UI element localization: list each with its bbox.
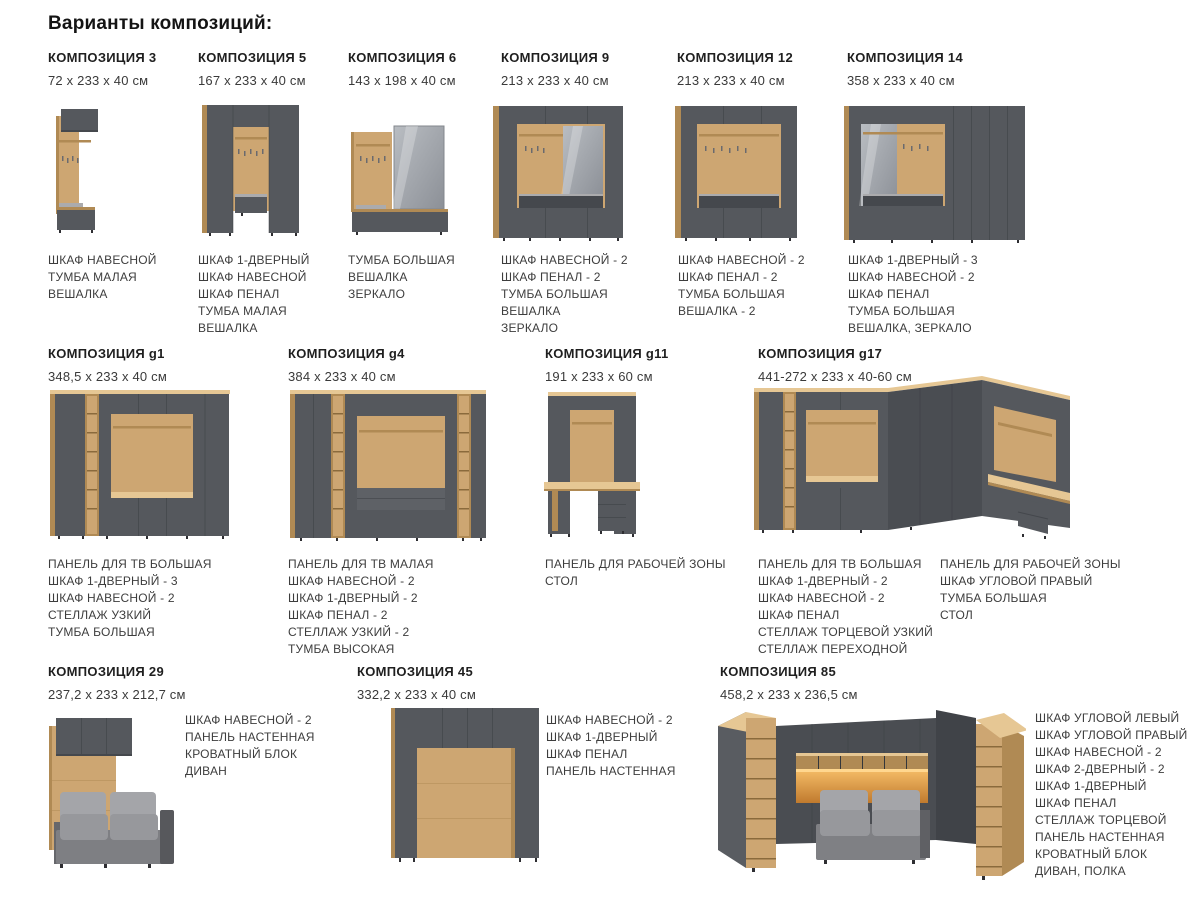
list-item: ТУМБА БОЛЬШАЯ — [848, 304, 955, 318]
list-item: СТЕЛЛАЖ ТОРЦЕВОЙ УЗКИЙ — [758, 625, 933, 639]
composition-name: КОМПОЗИЦИЯ g1 — [48, 346, 165, 361]
list-item: ШКАФ ПЕНАЛ — [848, 287, 930, 301]
composition-name: КОМПОЗИЦИЯ g4 — [288, 346, 405, 361]
list-item: ВЕШАЛКА — [348, 270, 408, 284]
list-item: СТЕЛЛАЖ УЗКИЙ — [48, 608, 152, 622]
composition-dimensions: 348,5 x 233 x 40 см — [48, 369, 167, 384]
composition-name: КОМПОЗИЦИЯ 3 — [48, 50, 157, 65]
list-item: ЗЕРКАЛО — [501, 321, 559, 335]
composition-g4-items — [288, 556, 434, 658]
composition-14-items — [848, 252, 978, 337]
composition-dimensions: 213 x 233 x 40 см — [677, 73, 785, 88]
list-item: ВЕШАЛКА - 2 — [678, 304, 756, 318]
list-item: ШКАФ ПЕНАЛ — [1035, 796, 1117, 810]
composition-6-header — [348, 50, 456, 88]
list-item: ПАНЕЛЬ НАСТЕННАЯ — [546, 764, 676, 778]
list-item: ШКАФ 1-ДВЕРНЫЙ — [198, 253, 310, 267]
composition-g17-items-a — [758, 556, 933, 658]
composition-dimensions: 384 x 233 x 40 см — [288, 369, 396, 384]
composition-g4-image — [286, 384, 490, 544]
list-item: КРОВАТНЫЙ БЛОК — [1035, 847, 1148, 861]
list-item: ТУМБА БОЛЬШАЯ — [48, 625, 155, 639]
composition-3-header — [48, 50, 156, 88]
list-item: ШКАФ ПЕНАЛ - 2 — [678, 270, 778, 284]
list-item: ШКАФ НАВЕСНОЙ - 2 — [501, 253, 628, 267]
composition-name: КОМПОЗИЦИЯ 45 — [357, 664, 473, 679]
composition-dimensions: 358 x 233 x 40 см — [847, 73, 955, 88]
composition-dimensions: 143 x 198 x 40 см — [348, 73, 456, 88]
list-item: ШКАФ УГЛОВОЙ ПРАВЫЙ — [1035, 728, 1188, 742]
list-item: ВЕШАЛКА, ЗЕРКАЛО — [848, 321, 972, 335]
list-item: ПАНЕЛЬ ДЛЯ РАБОЧЕЙ ЗОНЫ — [940, 557, 1121, 571]
composition-dimensions: 458,2 x 233 x 236,5 см — [720, 687, 858, 702]
list-item: ШКАФ УГЛОВОЙ ПРАВЫЙ — [940, 574, 1093, 588]
composition-g1-image — [46, 384, 234, 542]
list-item: ШКАФ НАВЕСНОЙ - 2 — [758, 591, 885, 605]
list-item: ПАНЕЛЬ ДЛЯ РАБОЧЕЙ ЗОНЫ — [545, 557, 726, 571]
list-item: ТУМБА ВЫСОКАЯ — [288, 642, 395, 656]
composition-12-items — [678, 252, 805, 320]
composition-dimensions: 213 x 233 x 40 см — [501, 73, 609, 88]
composition-name: КОМПОЗИЦИЯ g11 — [545, 346, 669, 361]
composition-3-image — [46, 104, 102, 240]
list-item: ТУМБА БОЛЬШАЯ — [348, 253, 455, 267]
list-item: ШКАФ НАВЕСНОЙ - 2 — [546, 713, 673, 727]
composition-3-items — [48, 252, 157, 303]
list-item: ШКАФ НАВЕСНОЙ — [48, 253, 157, 267]
list-item: ДИВАН — [185, 764, 228, 778]
composition-g4-header — [288, 346, 405, 384]
composition-name: КОМПОЗИЦИЯ 85 — [720, 664, 836, 679]
composition-29-image — [44, 710, 188, 886]
list-item: ШКАФ ПЕНАЛ - 2 — [288, 608, 388, 622]
composition-g11-items — [545, 556, 726, 590]
composition-g1-header — [48, 346, 167, 384]
list-item: СТЕЛЛАЖ ТОРЦЕВОЙ — [1035, 813, 1167, 827]
list-item: ВЕШАЛКА — [501, 304, 561, 318]
composition-name: КОМПОЗИЦИЯ 12 — [677, 50, 793, 65]
list-item: ПАНЕЛЬ ДЛЯ ТВ БОЛЬШАЯ — [48, 557, 212, 571]
composition-name: КОМПОЗИЦИЯ 29 — [48, 664, 164, 679]
composition-9-header — [501, 50, 609, 88]
list-item: ШКАФ 1-ДВЕРНЫЙ - 3 — [48, 574, 178, 588]
list-item: ТУМБА МАЛАЯ — [48, 270, 137, 284]
list-item: ВЕШАЛКА — [198, 321, 258, 335]
composition-dimensions: 332,2 x 233 x 40 см — [357, 687, 476, 702]
list-item: ШКАФ 1-ДВЕРНЫЙ - 2 — [288, 591, 418, 605]
list-item: ШКАФ 1-ДВЕРНЫЙ - 3 — [848, 253, 978, 267]
composition-12-image — [671, 100, 801, 244]
composition-45-image — [387, 698, 545, 874]
composition-9-image — [489, 100, 631, 244]
composition-dimensions: 191 x 233 x 60 см — [545, 369, 653, 384]
list-item: ПАНЕЛЬ НАСТЕННАЯ — [1035, 830, 1165, 844]
list-item: ТУМБА МАЛАЯ — [198, 304, 287, 318]
composition-g11-image — [542, 388, 642, 543]
composition-12-header — [677, 50, 793, 88]
composition-g17-items-b — [940, 556, 1121, 624]
composition-6-items — [348, 252, 455, 303]
list-item: ПАНЕЛЬ ДЛЯ ТВ БОЛЬШАЯ — [758, 557, 922, 571]
composition-name: КОМПОЗИЦИЯ g17 — [758, 346, 883, 361]
list-item: ШКАФ НАВЕСНОЙ - 2 — [848, 270, 975, 284]
list-item: ШКАФ ПЕНАЛ — [758, 608, 840, 622]
list-item: СТОЛ — [940, 608, 973, 622]
composition-45-header — [357, 664, 476, 702]
composition-29-header — [48, 664, 186, 702]
composition-9-items — [501, 252, 628, 337]
list-item: ШКАФ УГЛОВОЙ ЛЕВЫЙ — [1035, 711, 1180, 725]
composition-dimensions: 167 x 233 x 40 см — [198, 73, 306, 88]
list-item: ТУМБА БОЛЬШАЯ — [940, 591, 1047, 605]
composition-dimensions: 237,2 x 233 x 212,7 см — [48, 687, 186, 702]
list-item: ШКАФ 1-ДВЕРНЫЙ — [546, 730, 658, 744]
list-item: СТОЛ — [545, 574, 578, 588]
list-item: ШКАФ 1-ДВЕРНЫЙ — [1035, 779, 1147, 793]
composition-29-items — [185, 712, 315, 780]
composition-45-items — [546, 712, 676, 780]
list-item: ШКАФ НАВЕСНОЙ - 2 — [48, 591, 175, 605]
composition-85-items — [1035, 710, 1188, 880]
composition-g17-image — [750, 376, 1096, 546]
composition-g1-items — [48, 556, 212, 641]
list-item: ШКАФ ПЕНАЛ - 2 — [501, 270, 601, 284]
list-item: ШКАФ 2-ДВЕРНЫЙ - 2 — [1035, 762, 1165, 776]
page-title: Варианты композиций: — [48, 13, 273, 34]
list-item: ШКАФ НАВЕСНОЙ - 2 — [185, 713, 312, 727]
composition-name: КОМПОЗИЦИЯ 5 — [198, 50, 307, 65]
list-item: ТУМБА БОЛЬШАЯ — [501, 287, 608, 301]
list-item: ТУМБА БОЛЬШАЯ — [678, 287, 785, 301]
composition-14-header — [847, 50, 963, 88]
list-item: КРОВАТНЫЙ БЛОК — [185, 747, 298, 761]
list-item: ШКАФ ПЕНАЛ — [546, 747, 628, 761]
composition-5-items — [198, 252, 310, 337]
list-item: ШКАФ 1-ДВЕРНЫЙ - 2 — [758, 574, 888, 588]
composition-dimensions: 441-272 x 233 x 40-60 см — [758, 369, 912, 384]
list-item: ШКАФ НАВЕСНОЙ - 2 — [288, 574, 415, 588]
composition-g11-header — [545, 346, 669, 384]
list-item: ПАНЕЛЬ ДЛЯ ТВ МАЛАЯ — [288, 557, 434, 571]
composition-dimensions: 72 x 233 x 40 см — [48, 73, 149, 88]
list-item: ПАНЕЛЬ НАСТЕННАЯ — [185, 730, 315, 744]
composition-name: КОМПОЗИЦИЯ 9 — [501, 50, 610, 65]
composition-5-header — [198, 50, 306, 88]
composition-name: КОМПОЗИЦИЯ 14 — [847, 50, 963, 65]
composition-14-image — [841, 100, 1031, 247]
list-item: ЗЕРКАЛО — [348, 287, 406, 301]
list-item: ВЕШАЛКА — [48, 287, 108, 301]
list-item: ШКАФ НАВЕСНОЙ - 2 — [678, 253, 805, 267]
list-item: ДИВАН, ПОЛКА — [1035, 864, 1126, 878]
list-item: СТЕЛЛАЖ ПЕРЕХОДНОЙ — [758, 642, 908, 656]
composition-name: КОМПОЗИЦИЯ 6 — [348, 50, 457, 65]
list-item: ШКАФ НАВЕСНОЙ - 2 — [1035, 745, 1162, 759]
composition-85-image — [712, 692, 1026, 884]
composition-5-image — [196, 101, 304, 239]
list-item: ШКАФ НАВЕСНОЙ — [198, 270, 307, 284]
list-item: СТЕЛЛАЖ УЗКИЙ - 2 — [288, 625, 410, 639]
list-item: ШКАФ ПЕНАЛ — [198, 287, 280, 301]
composition-6-image — [346, 124, 454, 240]
